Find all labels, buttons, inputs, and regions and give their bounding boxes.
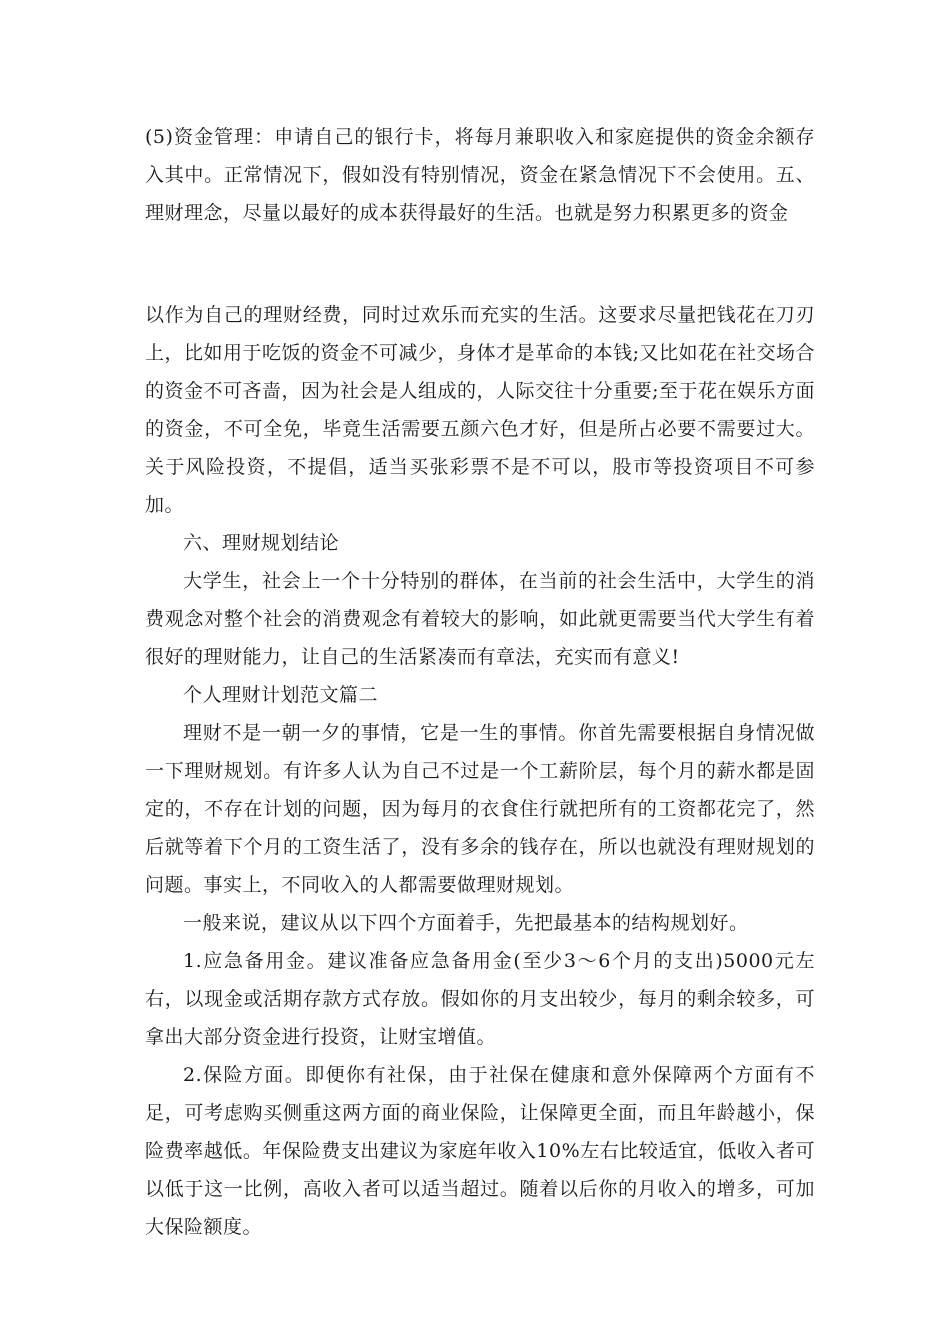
- section-heading-conclusion: 六、理财规划结论: [183, 532, 340, 554]
- paragraph-emergency-fund: 1.应急备用金。建议准备应急备用金(至少3～6个月的支出)5000元左右，以现金或活期存款方式存放。假如你的月支出较少，每月的剩余较多，可拿出大部分资金进行投资，让财宝增值。: [145, 950, 815, 1048]
- text-block-main: [145, 296, 815, 1246]
- paragraph-conclusion: 大学生，社会上一个十分特别的群体，在当前的社会生活中，大学生的消费观念对整个社会的消费观念有着较大的影响，如此就更需要当代大学生有着很好的理财能力，让自己的生活紧凑而有章法，充实而有意义!: [145, 570, 815, 668]
- paragraph-fund-management: (5)资金管理：申请自己的银行卡，将每月兼职收入和家庭提供的资金余额存入其中。正常情况下，假如没有特别情况，资金在紧急情况下不会使用。五、理财理念，尽量以最好的成本获得最好的生活。也就是努力积累更多的资金: [145, 126, 815, 224]
- paragraph-four-aspects: 一般来说，建议从以下四个方面着手，先把最基本的结构规划好。: [183, 912, 749, 934]
- paragraph-insurance: 2.保险方面。即便你有社保，由于社保在健康和意外保障两个方面有不足，可考虑购买侧重这两方面的商业保险，让保障更全面，而且年龄越小，保险费率越低。年保险费支出建议为家庭年收入10%左右比较适宜，低收入者可以低于这一比例，高收入者可以适当超过。随着以后你的月收入的增多，可加大保险额度。: [145, 1064, 815, 1238]
- text-block-top: [145, 118, 815, 232]
- article-heading-part-two: 个人理财计划范文篇二: [183, 684, 379, 706]
- paragraph-intro-planning: 理财不是一朝一夕的事情，它是一生的事情。你首先需要根据自身情况做一下理财规划。有许多人认为自己不过是一个工薪阶层，每个月的薪水都是固定的，不存在计划的问题，因为每月的衣食住行就把所有的工资都花完了，然后就等着下个月的工资生活了，没有多余的钱存在，所以也就没有理财规划的问题。事实上，不同收入的人都需要做理财规划。: [145, 722, 815, 896]
- paragraph-continuation: 以作为自己的理财经费，同时过欢乐而充实的生活。这要求尽量把钱花在刀刃上，比如用于吃饭的资金不可减少，身体才是革命的本钱;又比如花在社交场合的资金不可吝啬，因为社会是人组成的，人际交往十分重要;至于花在娱乐方面的资金，不可全免，毕竟生活需要五颜六色才好，但是所占必要不需要过大。关于风险投资，不提倡，适当买张彩票不是不可以，股市等投资项目不可参加。: [145, 304, 815, 516]
